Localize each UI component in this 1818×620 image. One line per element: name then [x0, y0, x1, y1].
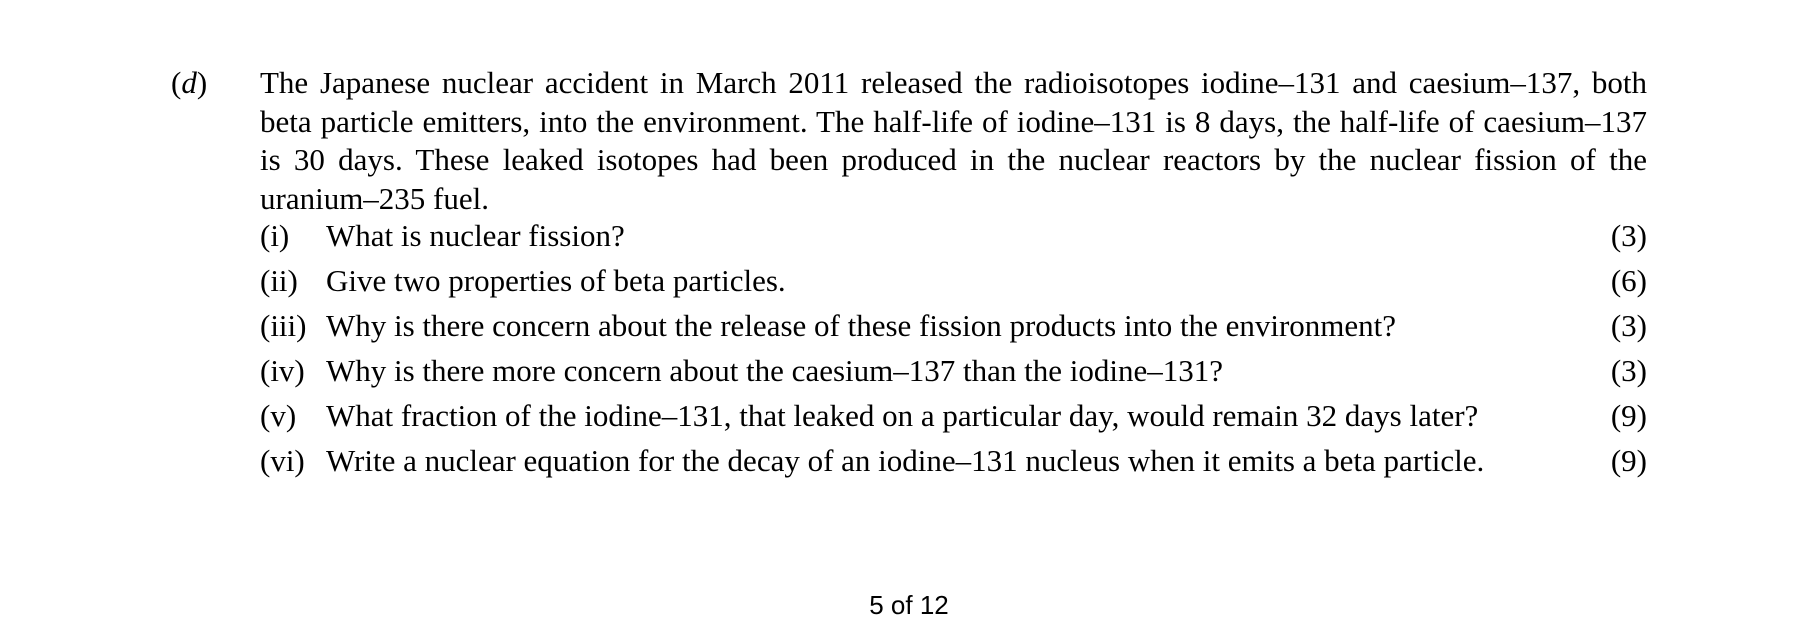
- part-label: [171, 64, 207, 102]
- subquestion-i: [260, 216, 1647, 256]
- subquestion-number: (v): [260, 398, 297, 433]
- subquestion-v: [260, 396, 1647, 436]
- subquestion-text: What fraction of the iodine–131, that leaked on a particular day, would remain 32 days later?: [326, 398, 1479, 433]
- subquestion-iv: [260, 351, 1647, 391]
- subquestion-marks: (3): [1610, 353, 1647, 388]
- part-open-paren: (: [171, 65, 182, 100]
- subquestion-text: Give two properties of beta particles.: [326, 263, 786, 298]
- subquestion-text: What is nuclear fission?: [326, 218, 625, 253]
- subquestion-number: (vi): [260, 443, 305, 478]
- subquestion-marks: (3): [1610, 308, 1647, 343]
- subquestion-ii: [260, 261, 1647, 301]
- subquestion-number: (ii): [260, 263, 298, 298]
- subquestion-iii: [260, 306, 1647, 346]
- subquestion-marks: (6): [1610, 263, 1647, 298]
- subquestion-text: Write a nuclear equation for the decay of an iodine–131 nucleus when it emits a beta particle.: [326, 443, 1485, 478]
- question-stem: The Japanese nuclear accident in March 2011 released the radioisotopes iodine–131 and caesium–137, both beta particle emitters, into the environment. The half-life of iodine–131 is 8 days, the half-life of caesium–137 is 30 days. These leaked isotopes had been produced in the nuclear reactors by the nuclear fission of the uranium–235 fuel.: [260, 65, 1647, 216]
- subquestion-text: Why is there more concern about the caesium–137 than the iodine–131?: [326, 353, 1223, 388]
- subquestion-number: (iii): [260, 308, 307, 343]
- subquestion-text: Why is there concern about the release of these fission products into the environment?: [326, 308, 1397, 343]
- subquestion-marks: (3): [1610, 218, 1647, 253]
- subquestion-vi: [260, 441, 1647, 481]
- subquestion-number: (iv): [260, 353, 305, 388]
- part-letter: d: [181, 65, 197, 100]
- part-close-paren: ): [196, 65, 208, 100]
- subquestion-marks: (9): [1610, 443, 1647, 478]
- page-number: 5 of 12: [869, 590, 949, 620]
- subquestion-number: (i): [260, 218, 290, 253]
- subquestion-marks: (9): [1610, 398, 1647, 433]
